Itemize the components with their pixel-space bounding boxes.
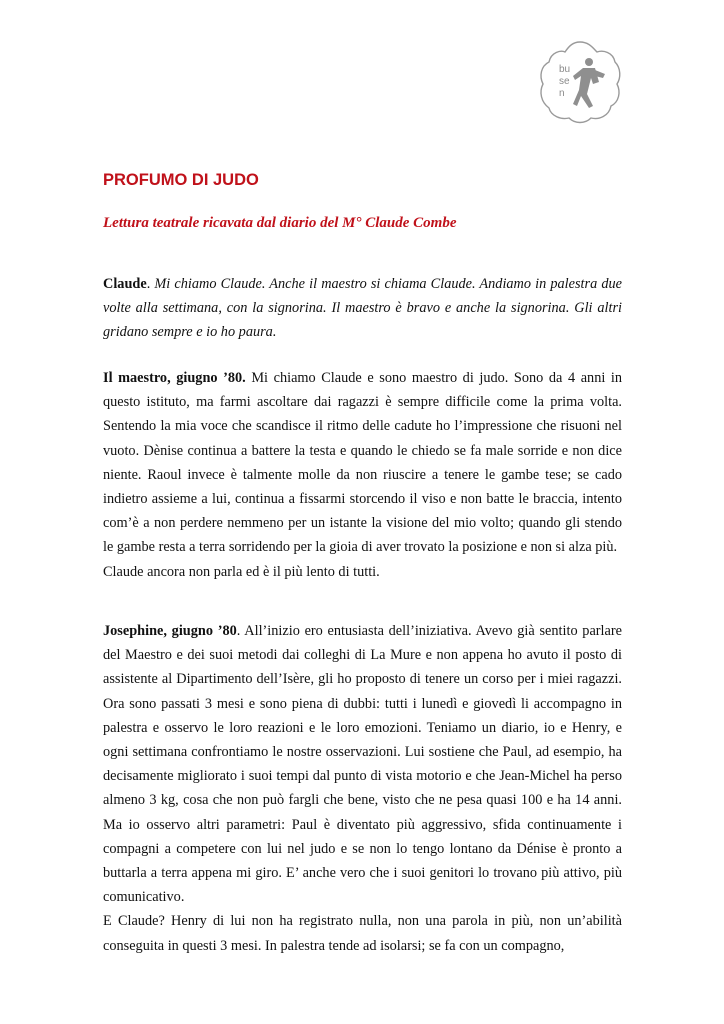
logo-text-se: se <box>559 76 570 87</box>
speaker-maestro: Il maestro, giugno ’80. <box>103 370 246 386</box>
page-title: PROFUMO DI JUDO <box>103 171 259 189</box>
speaker-claude: Claude <box>103 276 147 292</box>
paragraph-josephine: Josephine, giugno ’80. All’inizio ero entusiasta dell’iniziativa. Avevo già sentito parlare del Maestro e dei suoi metodi dai colleghi di La Mure e non appena ho avuto il posto di assistente al Dipartimento dell’Isère, gli ho proposto di tenere un corso per i miei ragazzi. Ora sono passati 3 mesi e sono piena di dubbi: tutti i lunedì e giovedì li accompagno in palestra e osservo le loro reazioni e le loro emozioni. Teniamo un diario, io e Henry, e ogni settimana confrontiamo le nostre osservazioni. Lui sostiene che Paul, ad esempio, ha decisamente migliorato i suoi tempi dal punto di vista motorio e che Jean-Michel ha perso almeno 3 kg, cosa che non può fargli che bene, visto che ne pesa quasi 100 e ha 14 anni. Ma io osservo altri parametri: Paul è diventato più aggressivo, sfida continuamente i compagni a competere con lui nel judo e se non lo tengo lontano da Dénise è pronto a buttarla a terra appena mi giro. E’ anche vero che i suoi genitori lo trovano più attivo, più comunicativo. E Claude? Henry di lui non ha registrato nulla, non una parola in più, non un’abilità conseguita in questi 3 mesi. In palestra tende ad isolarsi; se fa con un compagno, <box>103 623 622 954</box>
paragraph-maestro <box>103 366 622 584</box>
text-maestro: Mi chiamo Claude e sono maestro di judo. Sono da 4 anni in questo istituto, ma farmi ascoltare dai ragazzi è sempre difficile come la prima volta. Sentendo la mia voce che scandisce il ritmo delle cadute ho l’impressione che risuoni nel vuoto. Dènise continua a battere la testa e quando le chiedo se fa male sorride e non dice niente. Raoul invece è talmente molle da non riuscire a tenere le gambe tese; se cado indietro assieme a lui, continua a fissarmi storcendo il viso e non batte le braccia, intento com’è a non perdere nemmeno per un istante la visione del mio volto; quando gli stendo le gambe resta a terra sorridendo per la gioia di aver trovato la posizione e non si alza più. <box>103 370 623 556</box>
text-maestro-2: Claude ancora non parla ed è il più lento di tutti. <box>103 563 380 580</box>
page-subtitle: Lettura teatrale ricavata dal diario del M° Claude Combe <box>103 215 457 231</box>
logo-text-bu: bu <box>559 64 571 75</box>
paragraph-claude: Claude. Mi chiamo Claude. Anche il maestro si chiama Claude. Andiamo in palestra due volte alla settimana, con la signorina. Il maestro è bravo e anche la signorina. Gli altri gridano sempre e io ho paura. <box>103 276 622 341</box>
text-josephine-2: E Claude? Henry di lui non ha registrato nulla, non una parola in più, non un’abilità conseguita in questi 3 mesi. In palestra tende ad isolarsi; se fa con un compagno, <box>103 913 622 954</box>
text-claude: Mi chiamo Claude. Anche il maestro si chiama Claude. Andiamo in palestra due volte alla settimana, con la signorina. Il maestro è bravo e anche la signorina. Gli altri gridano sempre e io ho paura. <box>103 276 622 341</box>
speaker-josephine: Josephine, giugno ’80 <box>103 623 237 639</box>
logo-text-n: n <box>559 88 565 99</box>
busen-judo-logo <box>537 38 623 124</box>
text-josephine: All’inizio ero entusiasta dell’iniziativa. Avevo già sentito parlare del Maestro e dei suoi metodi dai colleghi di La Mure e non appena ho avuto il posto di assistente al Dipartimento dell’Isère, gli ho proposto di tenere un corso per i miei ragazzi. Ora sono passati 3 mesi e sono piena di dubbi: tutti i lunedì e giovedì li accompagno in palestra e osservo le loro reazioni e le loro emozioni. Teniamo un diario, io e Henry, e ogni settimana confrontiamo le nostre osservazioni. Lui sostiene che Paul, ad esempio, ha decisamente migliorato i suoi tempi dal punto di vista motorio e che Jean-Michel ha perso almeno 3 kg, cosa che non può fargli che bene, visto che ne pesa quasi 100 e ha 14 anni. Ma io osservo altri parametri: Paul è diventato più aggressivo, sfida continuamente i compagni a competere con lui nel judo e se non lo tengo lontano da Dénise è pronto a buttarla a terra appena mi giro. E’ anche vero che i suoi genitori lo trovano più attivo, più comunicativo. <box>103 623 622 906</box>
logo-judoka-figure <box>573 58 605 108</box>
